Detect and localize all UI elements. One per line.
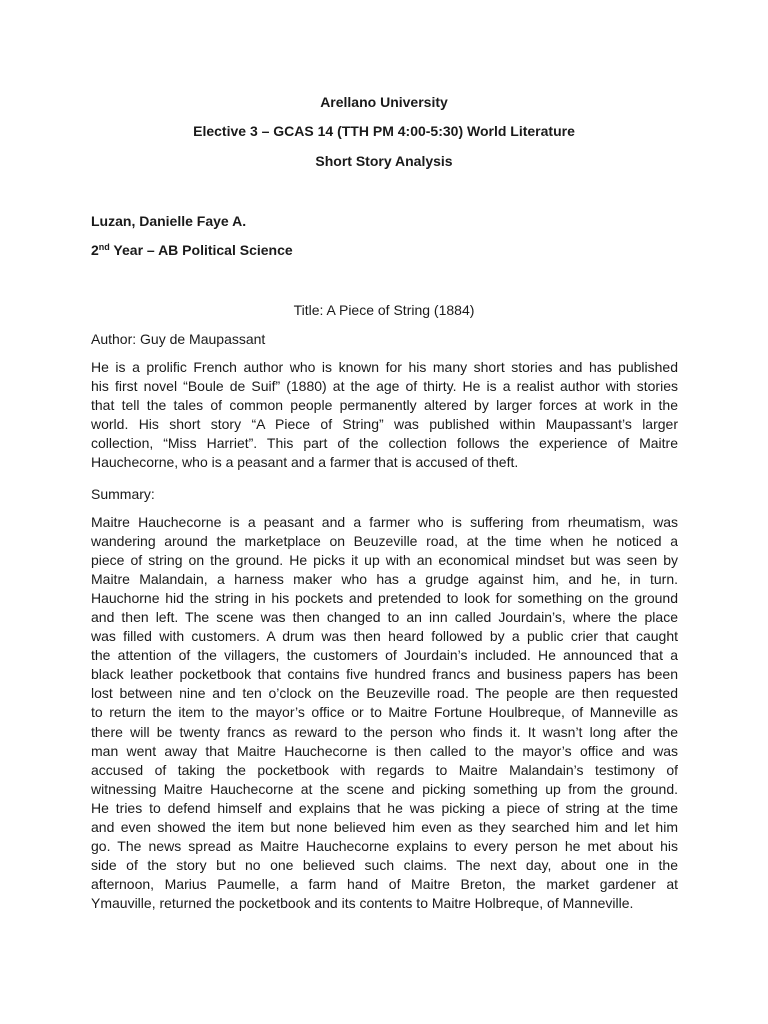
paragraph-line: collection, “Miss Harriet”. This part of the collection follows the experience of Maitre (91, 435, 678, 452)
paragraph-line: piece of string on the ground. He picks it up with an economical mindset but was seen by (91, 552, 678, 569)
paragraph-line: that tell the tales of common people permanently altered by larger forces at work in the (91, 397, 678, 414)
story-author: Author: Guy de Maupassant (91, 331, 266, 347)
summary-heading: Summary: (91, 486, 155, 502)
author-paragraph (91, 358, 678, 473)
paragraph-line: He is a prolific French author who is known for his many short stories and has published (91, 359, 678, 375)
story-title: Title: A Piece of String (1884) (293, 302, 475, 318)
paragraph-line: Maitre Hauchecorne is a peasant and a farmer who is suffering from rheumatism, was (91, 514, 678, 530)
university-name: Arellano University (320, 94, 448, 110)
paragraph-line: witnessing Maitre Hauchecorne at the scene and picking something up from the ground. (91, 780, 678, 797)
paragraph-line: Ymauville, returned the pocketbook and its contents to Maitre Holbreque, of Manneville. (91, 894, 634, 911)
course-title: Elective 3 – GCAS 14 (TTH PM 4:00-5:30) World Literature (193, 123, 575, 139)
paragraph-line: and then left. The scene was then changed to an inn called Jourdain’s, where the place (91, 609, 678, 626)
paragraph-line: Maitre Malandain, a harness maker who has a grudge against him, and he, in turn. (91, 571, 678, 588)
paragraph-line: man went away that Maitre Hauchecorne is then called to the mayor’s office and was (91, 742, 678, 759)
student-name: Luzan, Danielle Faye A. (91, 213, 247, 229)
paragraph-line: world. His short story “A Piece of String” was published within Maupassant’s larger (91, 416, 678, 433)
paragraph-line: accused of taking the pocketbook with regards to Maitre Malandain’s testimony of (91, 761, 678, 778)
paragraph-line: was filled with customers. A drum was then heard followed by a public crier that caught (91, 628, 678, 645)
paragraph-line: to return the item to the mayor’s office or to Maitre Fortune Houlbreque, of Manneville as (91, 704, 678, 721)
paragraph-line: Hauchecorne, who is a peasant and a farmer that is accused of theft. (91, 454, 519, 471)
paragraph-line: He tries to defend himself and explains that he was picking a piece of string at the time (91, 799, 678, 816)
paragraph-line: wandering around the marketplace on Beuzeville road, at the time when he noticed a (91, 533, 678, 550)
paragraph-line: his first novel “Boule de Suif” (1880) at the age of thirty. He is a realist author with stories (91, 378, 678, 395)
paragraph-line: black leather pocketbook that contains five hundred francs and business papers has been (91, 666, 678, 683)
paragraph-line: there will be twenty francs as reward to the person who finds it. It wasn’t long after the (91, 723, 678, 740)
paragraph-line: side of the story but no one believed such claims. The next day, about one in the (91, 856, 678, 873)
paragraph-line: and even showed the item but none believed him even as they searched him and let him (91, 818, 678, 835)
assignment-title: Short Story Analysis (315, 153, 453, 169)
paragraph-line: the attention of the villagers, the customers of Jourdain’s included. He announced that a (91, 647, 678, 664)
program: Year – AB Political Science (109, 242, 293, 258)
paragraph-line: lost between nine and ten o’clock on the Beuzeville road. The people are then requested (91, 685, 678, 702)
year-number: 2 (91, 242, 99, 258)
paragraph-line: go. The news spread as Maitre Hauchecorne explains to every person he met about his (91, 837, 678, 854)
paragraph-line: afternoon, Marius Paumelle, a farm hand of Maitre Breton, the market gardener at (91, 875, 678, 892)
summary-paragraph (91, 513, 678, 913)
year-suffix: nd (98, 242, 110, 252)
paragraph-line: Hauchorne hid the string in his pockets and pretended to look for something on the ground (91, 590, 678, 607)
student-year-program (91, 242, 293, 258)
